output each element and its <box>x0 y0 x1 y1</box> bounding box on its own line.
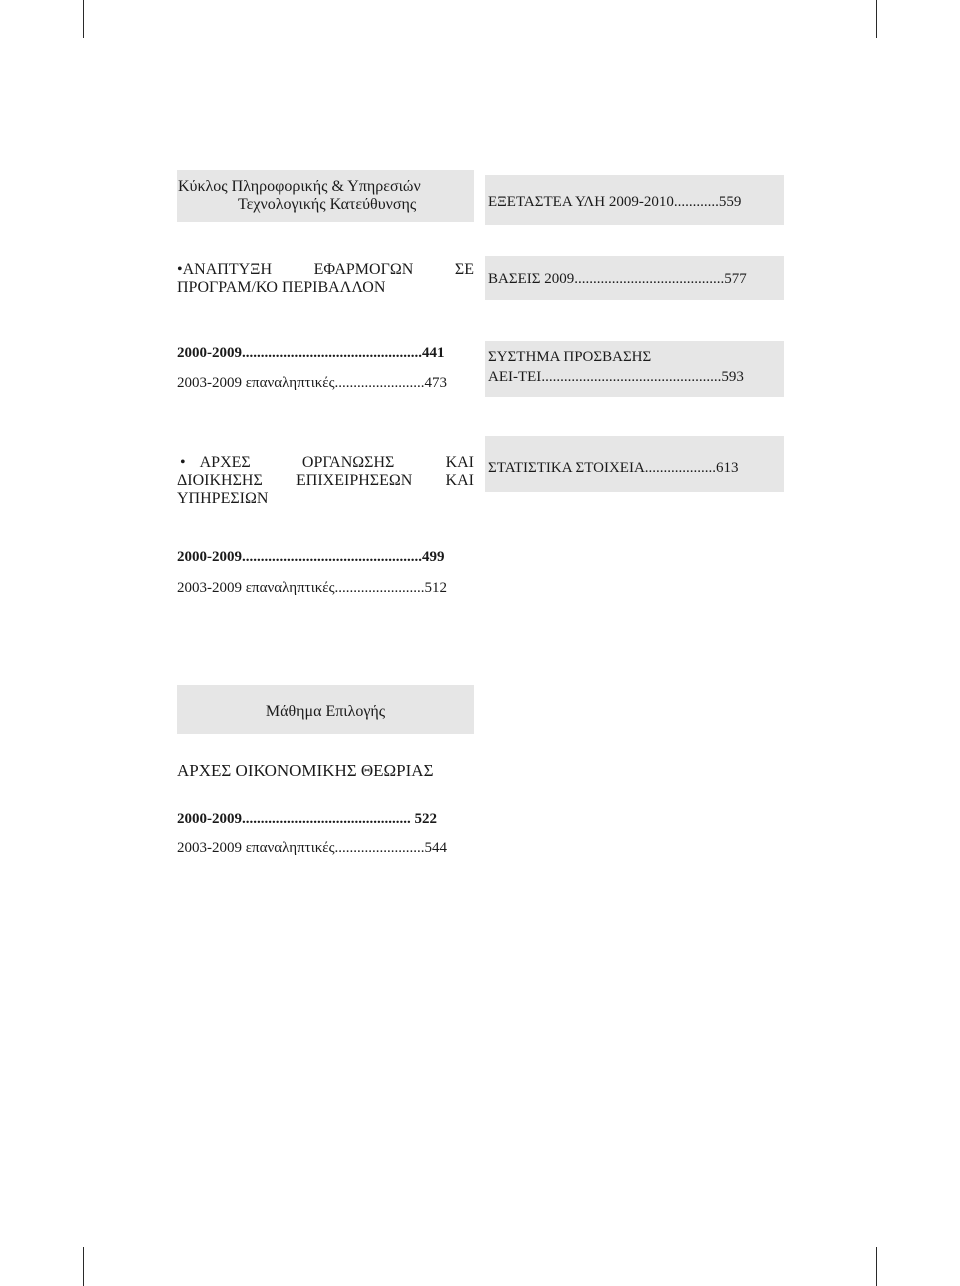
toc-entry <box>488 368 744 386</box>
toc-entry-page: 499 <box>422 549 445 565</box>
bullet-icon: • <box>180 454 186 471</box>
toc-entry-page: 522 <box>410 811 437 827</box>
toc-entry-page: 512 <box>424 580 448 596</box>
toc-entry <box>177 579 447 597</box>
toc-entry <box>177 548 445 566</box>
crop-mark-top-right <box>876 0 877 38</box>
category-header-box <box>177 170 474 222</box>
section-title-economics: ΑΡΧΕΣ ΟΙΚΟΝΟΜΙΚΗΣ ΘΕΩΡΙΑΣ <box>177 761 434 780</box>
toc-entry-page: 473 <box>424 375 448 391</box>
section-title-app-dev <box>177 261 474 297</box>
toc-entry-page: 559 <box>718 194 742 210</box>
section1-title-line1: ΑΝΑΠΤΥΞΗ ΕΦΑΡΜΟΓΩΝ ΣΕ <box>182 261 474 278</box>
toc-entry-dots: ................................................ <box>541 369 722 385</box>
category-header-line1: Κύκλος Πληροφορικής & Υπηρεσιών <box>178 178 421 195</box>
toc-entry-label: ΑΕΙ-ΤΕΙ <box>488 369 542 385</box>
bullet-icon: • <box>177 261 183 278</box>
toc-entry <box>488 459 739 477</box>
section2-title-line1: ΑΡΧΕΣ ΟΡΓΑΝΩΣΗΣ ΚΑΙ <box>199 454 474 471</box>
crop-mark-bottom-left <box>83 1247 84 1286</box>
toc-entry-dots: ........................ <box>334 840 425 856</box>
toc-box-bases <box>485 256 784 300</box>
toc-entry <box>488 270 747 288</box>
section2-title-line3: ΥΠΗΡΕΣΙΩΝ <box>177 490 269 507</box>
toc-entry-dots: ............ <box>673 194 719 210</box>
toc-entry-page: 577 <box>724 271 747 287</box>
toc-entry-label: 2003-2009 επαναληπτικές <box>177 840 335 856</box>
toc-entry-page: 593 <box>721 369 744 385</box>
section1-title-line2: ΠΡΟΓΡΑΜ/ΚΟ ΠΕΡΙΒΑΛΛΟΝ <box>177 279 386 296</box>
section2-title-line2: ΔΙΟΙΚΗΣΗΣ ΕΠΙΧΕΙΡΗΣΕΩΝ ΚΑΙ <box>177 472 474 489</box>
toc-entry-dots: ............................................. <box>242 811 411 827</box>
toc-entry-dots: ........................ <box>334 375 425 391</box>
elective-course-label: Μάθημα Επιλογής <box>265 703 386 720</box>
toc-entry-label: 2000-2009 <box>177 811 242 827</box>
toc-entry <box>177 810 437 828</box>
toc-entry-dots: ................... <box>644 460 717 476</box>
toc-entry-title-line1: ΣΥΣΤΗΜΑ ΠΡΟΣΒΑΣΗΣ <box>488 349 652 365</box>
toc-entry <box>177 344 445 362</box>
toc-entry-dots: ................................................ <box>242 345 422 361</box>
toc-entry-label: ΣΤΑΤΙΣΤΙΚΑ ΣΤΟΙΧΕΙΑ <box>488 460 645 476</box>
toc-box-statistics <box>485 436 784 492</box>
toc-entry-label: 2003-2009 επαναληπτικές <box>177 580 335 596</box>
toc-entry-label: ΕΞΕΤΑΣΤΕΑ ΥΛΗ 2009-2010 <box>488 194 674 210</box>
toc-entry-page: 613 <box>716 460 739 476</box>
section-title-management <box>177 454 474 508</box>
crop-mark-top-left <box>83 0 84 38</box>
toc-box-access-system <box>485 341 784 397</box>
toc-entry-label: 2003-2009 επαναληπτικές <box>177 375 335 391</box>
category-header-line2: Τεχνολογικής Κατεύθυνσης <box>238 196 417 213</box>
toc-box-exam-material <box>485 175 784 225</box>
elective-course-box <box>177 685 474 734</box>
toc-entry-label: 2000-2009 <box>177 549 242 565</box>
toc-entry-label: 2000-2009 <box>177 345 242 361</box>
crop-mark-bottom-right <box>876 1247 877 1286</box>
toc-entry-label: ΒΑΣΕΙΣ 2009 <box>488 271 575 287</box>
toc-entry-page: 544 <box>424 840 448 856</box>
toc-entry <box>177 839 447 857</box>
toc-entry-dots: ........................................ <box>574 271 725 287</box>
toc-entry <box>177 374 447 392</box>
toc-entry-dots: ................................................ <box>242 549 422 565</box>
toc-entry-dots: ........................ <box>334 580 425 596</box>
toc-entry-page: 441 <box>422 345 445 361</box>
toc-entry <box>488 193 741 211</box>
